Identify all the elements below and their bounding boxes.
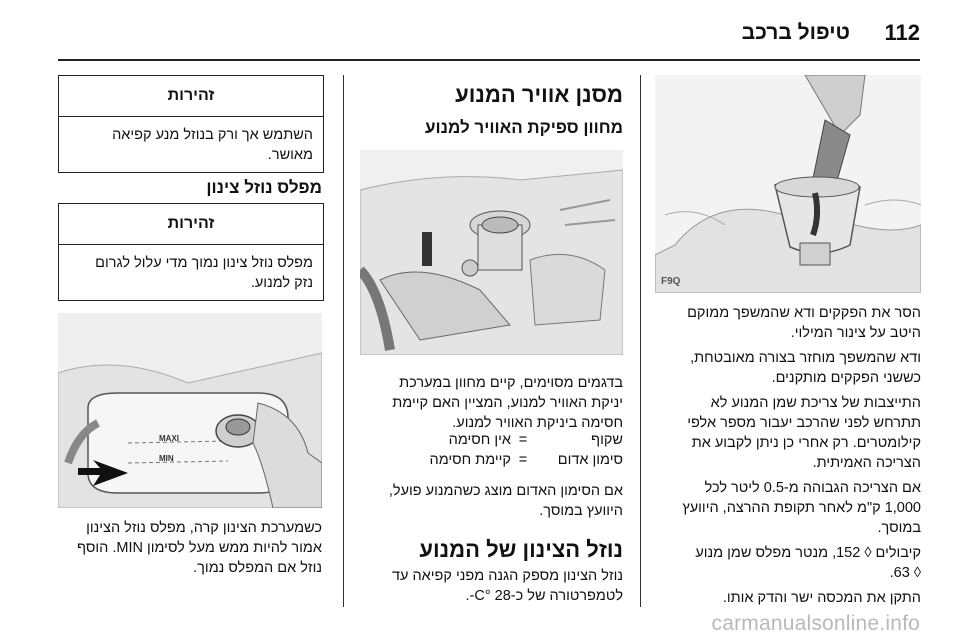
engine-bay-drawing [360,150,623,355]
air-indicator-intro: בדגמים מסוימים, קיים מחוון במערכת יניקת האוויר למנוע, המציין האם קיימת חסימה ביניקת האוויר למנוע. [392,375,623,431]
figure-label: F9Q [661,276,681,287]
paragraph-remove-caps: הסר את הפקקים ודא שהמשפך ממוקם היטב על צינור המילוי. [687,305,921,341]
coolant-title: נוזל הצינון של המנוע [419,537,623,562]
watermark: carmanualsonline.info [711,612,920,635]
paragraph-high-consumption: אם הצריכה הגבוהה מ-0.5 ליטר לכל 1,000 ק"מ לאחר תקופת ההרצה, היוועץ במוסך. [682,480,921,536]
indicator-status-table [360,430,623,470]
warning-body: השתמש אך ורק בנוזל מנע קפיאה מאושר. [112,127,313,163]
paragraph-oil-consumption: התייצבות של צריכת שמן המנוע לא תתרחש לפני שהרכב יעבור מספר אלפי קילומטרים. רק אחרי כן ניתן לקבוע את הצריכה האמיתית. [687,395,921,471]
coolant-level-text: כשמערכת הצינון קרה, מפלס נוזל הצינון אמור להיות ממש מעל לסימון MIN. הוסף נוזל אם המפלס נמוך. [76,520,322,576]
table-row: סימון אדום = קיימת חסימה [429,452,623,468]
section-title: טיפול ברכב [741,21,850,44]
red-indicator-note: אם הסימון האדום מוצג כשהמנוע פועל, היוועץ במוסך. [388,483,623,519]
engine-bay-illustration [360,150,623,355]
min-mark: MIN [159,454,174,463]
warning-body: מפלס נוזל צינון נמוך מדי עלול לגרום נזק למנוע. [95,255,313,291]
page-number: 112 [884,20,920,45]
header-rule [58,59,920,61]
warning-box-antifreeze [58,75,324,173]
coolant-text: נוזל הצינון מספק הגנה מפני קפיאה עד לטמפרטורה של כ-28 °C-. [391,568,623,604]
paragraph-capacities: קיבולים ◊ 152, מנטר מפלס שמן מנוע ◊ 63. [695,545,921,581]
warning-box-low-coolant [58,203,324,301]
column-divider-right [640,75,641,607]
paragraph-funnel-returned: ודא שהמשפך מוחזר בצורה מאובטחת, כששני הפקקים מותקנים. [690,350,921,386]
paragraph-install-cap: התקן את המכסה ישר והדק אותו. [722,590,921,606]
table-row: שקוף = אין חסימה [448,432,623,448]
maxi-mark: MAXI [159,434,179,443]
air-flow-indicator-subtitle: מחוון ספיקת האוויר למנוע [425,118,623,137]
column-divider-left [343,75,344,607]
warning-title: זהירות [59,204,323,245]
warning-title: זהירות [59,76,323,117]
oil-funnel-illustration [655,75,921,293]
oil-funnel-drawing [655,75,921,293]
right-column-text [655,303,921,608]
air-filter-title: מסנן אוויר המנוע [455,82,623,107]
coolant-reservoir-illustration [58,313,322,508]
coolant-reservoir-drawing [58,313,322,508]
coolant-level-title: מפלס נוזל צינון [206,178,322,197]
